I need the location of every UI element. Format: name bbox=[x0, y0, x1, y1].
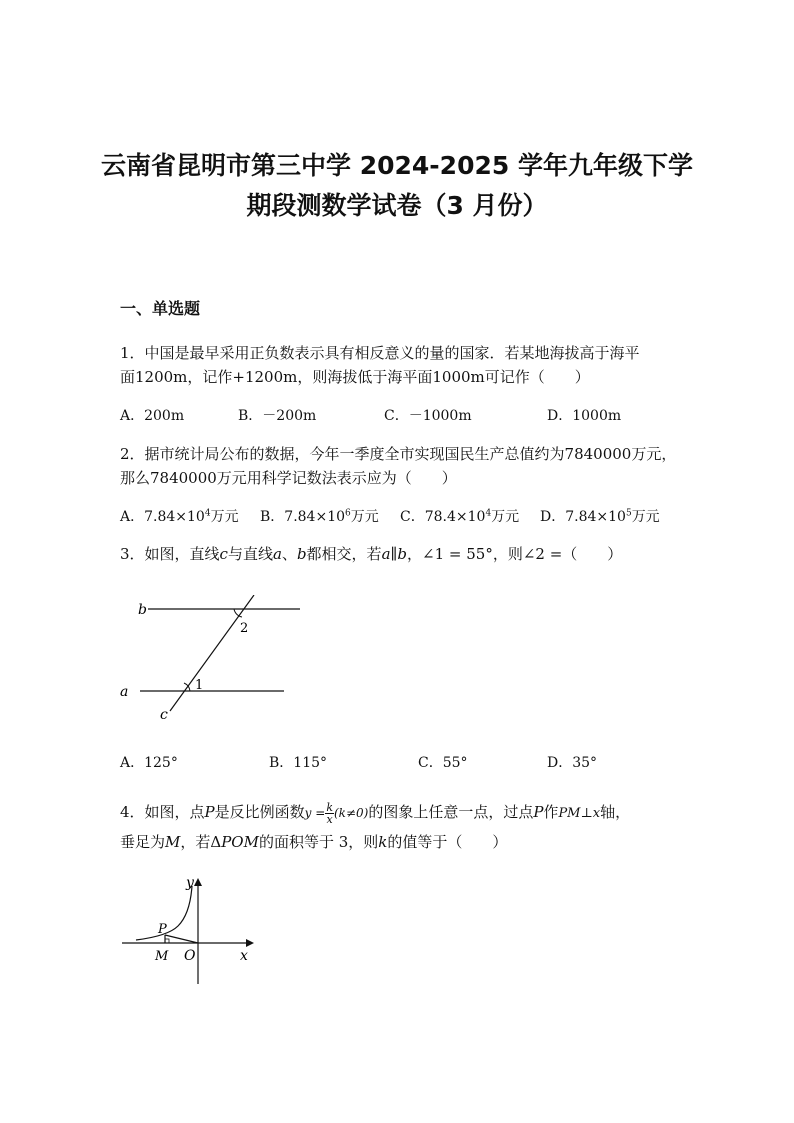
segment-po bbox=[165, 935, 198, 943]
label-c: c bbox=[160, 707, 168, 723]
q1-line1: 1．中国是最早采用正负数表示具有相反意义的量的国家．若某地海拔高于海平 bbox=[120, 344, 640, 362]
q4-line2: 垂足为M，若ΔPOM的面积等于 3，则k的值等于（ ） bbox=[120, 833, 508, 851]
q3-option-d[interactable]: D．35° bbox=[547, 755, 598, 771]
q3-figure bbox=[112, 595, 312, 725]
doc-title-line1: 云南省昆明市第三中学 2024-2025 学年九年级下学 bbox=[101, 151, 693, 180]
q1-option-b[interactable]: B．－200m bbox=[238, 408, 317, 424]
label-p: P bbox=[158, 922, 167, 937]
q1-option-a[interactable]: A．200m bbox=[120, 408, 185, 424]
line-c bbox=[170, 595, 254, 711]
q3-option-c[interactable]: C．55° bbox=[418, 755, 468, 771]
doc-title-line2: 期段测数学试卷（3 月份） bbox=[246, 191, 548, 220]
label-a: a bbox=[120, 684, 129, 700]
section-heading: 一、单选题 bbox=[120, 299, 201, 318]
q2-line2: 那么7840000万元用科学记数法表示应为（ ） bbox=[120, 469, 457, 487]
q4-fraction: $\frac{k}{x}$ bbox=[326, 800, 333, 826]
label-angle-2: 2 bbox=[240, 621, 249, 636]
label-y: y bbox=[186, 875, 194, 891]
q1-option-d[interactable]: D．1000m bbox=[547, 408, 622, 424]
q2-option-d[interactable]: D．$7.84\times 10^5$万元 bbox=[540, 508, 660, 525]
y-axis-arrow bbox=[194, 878, 202, 886]
q3-stem: 3．如图，直线c与直线a、b都相交，若a∥b，∠1 = 55°，则∠2 =（ ） bbox=[120, 545, 623, 563]
q2-option-a[interactable]: A．$7.84\times 10^4$万元 bbox=[120, 508, 239, 525]
q1-option-c[interactable]: C．－1000m bbox=[384, 408, 472, 424]
q2-option-c[interactable]: C．$78.4\times 10^4$万元 bbox=[400, 508, 520, 525]
q4-line1: 4．如图，点P是反比例函数y = $\frac{k}{x}$ (k≠0)的图象上任意一点，过点P作PM⊥x轴， bbox=[120, 800, 631, 826]
q4-figure bbox=[118, 872, 268, 992]
q1-line2: 面1200m，记作+1200m，则海拔低于海平面1000m可记作（ ） bbox=[120, 368, 590, 386]
q2-option-b[interactable]: B．$7.84\times 10^6$万元 bbox=[260, 508, 379, 525]
label-x: x bbox=[240, 948, 248, 964]
label-o: O bbox=[184, 948, 196, 964]
label-b: b bbox=[138, 602, 147, 618]
q2-line1: 2．据市统计局公布的数据，今年一季度全市实现国民生产总值约为7840000万元， bbox=[120, 445, 677, 463]
q3-option-a[interactable]: A．125° bbox=[120, 755, 178, 771]
label-angle-1: 1 bbox=[195, 678, 204, 693]
x-axis-arrow bbox=[246, 939, 254, 947]
q3-option-b[interactable]: B．115° bbox=[269, 755, 328, 771]
label-m: M bbox=[155, 949, 169, 964]
